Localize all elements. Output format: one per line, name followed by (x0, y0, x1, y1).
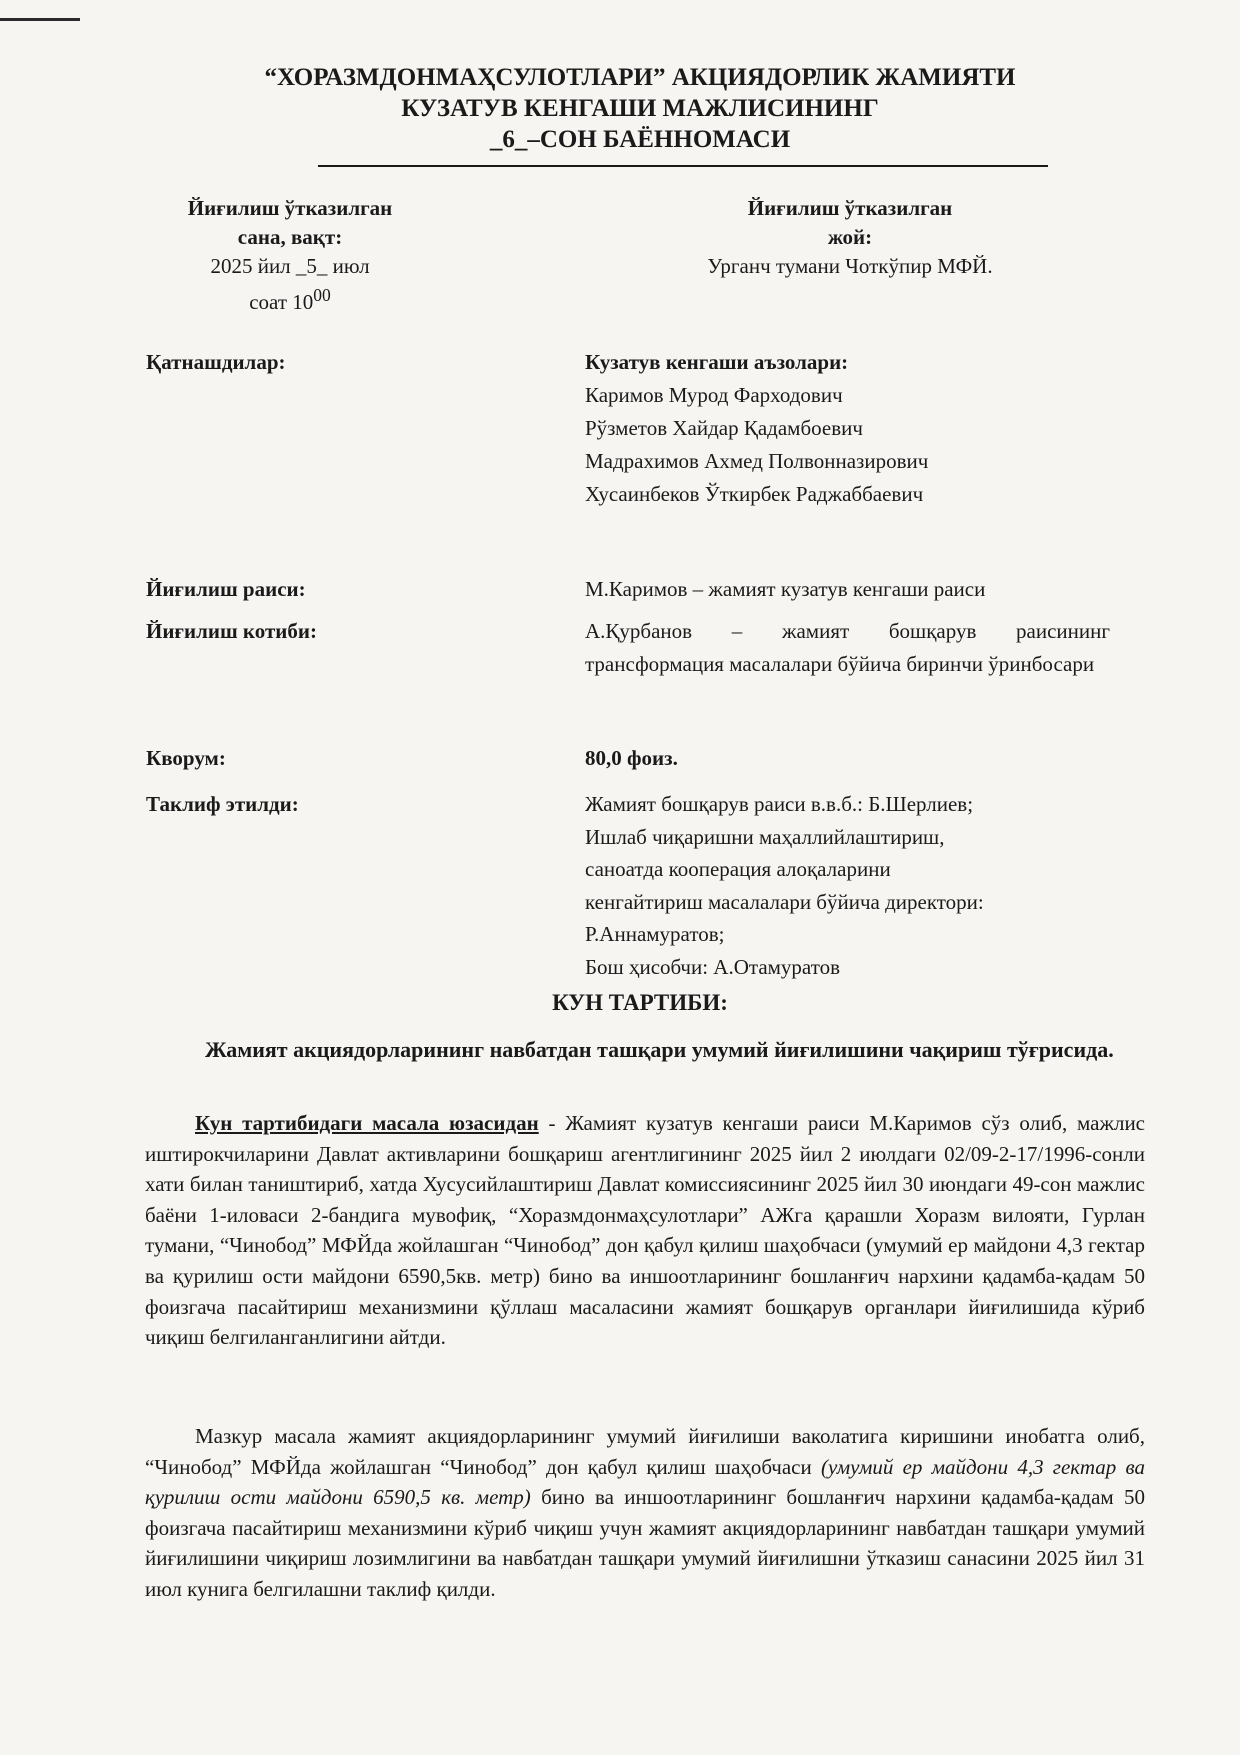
invited-label: Таклиф этилди: (146, 792, 299, 816)
chairman-label: Йиғилиш раиси: (146, 577, 306, 601)
secretary-label: Йиғилиш котиби: (146, 619, 317, 643)
agenda-title: КУН ТАРТИБИ: (552, 990, 728, 1015)
secretary-value: А.Қурбанов – жамият бошқарув раисининг трансформация масалалари бўйича биринчи ўринбосари (585, 619, 1110, 676)
meeting-place-label-line1: Йиғилиш ўтказилган (747, 196, 953, 220)
participant-member: Хусаинбеков Ўткирбек Раджаббаевич (585, 482, 924, 506)
invited-line: саноатда кооперация алоқаларини (585, 857, 891, 881)
body-paragraph-2 (145, 1421, 1145, 1605)
paragraph-2-text-b: бино ва иншоотларининг бошланғич нархини қадамба-қадам 50 фоизгача пасайтириш механизмини кўриб чиқиш учун жамият акциядорларининг навбатдан ташқари умумий йиғилишини чиқириш лозимлигини ва навбатдан ташқари умумий йиғилишни ўтказиш санасини 2025 йил 31 июл кунига белгилашни таклиф қилди. (145, 1485, 1145, 1601)
meeting-date-label-line2: сана, вақт: (237, 225, 343, 249)
quorum-label: Кворум: (146, 746, 226, 770)
participants-label: Қатнашдилар: (146, 350, 286, 374)
meeting-place-value: Урганч тумани Чоткўпир МФЙ. (707, 254, 993, 278)
meeting-place-block (640, 194, 1060, 281)
meeting-date-label-line1: Йиғилиш ўтказилган (187, 196, 393, 220)
header-divider (318, 165, 1048, 167)
meeting-date-value: 2025 йил _5_ июл (210, 254, 370, 278)
invited-line: Жамият бошқарув раиси в.в.б.: Б.Шерлиев; (585, 792, 974, 816)
header-company-name: “ХОРАЗМДОНМАҲСУЛОТЛАРИ” АКЦИЯДОРЛИК ЖАМИЯТИ (264, 64, 1016, 91)
participants-list (585, 346, 1110, 511)
body-paragraph-1 (145, 1108, 1145, 1353)
header-protocol-number: _6_–СОН БАЁННОМАСИ (489, 126, 791, 153)
quorum-value: 80,0 фоиз. (585, 746, 678, 770)
document-header (140, 62, 1140, 155)
meeting-time-hours: соат 10 (249, 290, 314, 314)
invited-line: Ишлаб чиқаришни маҳаллийлаштириш, (585, 824, 945, 849)
paragraph-2-italic: (умумий ер майдони 4,3 гектар ва қурилиш ости майдони 6590,5 кв. метр) (145, 1454, 1145, 1510)
chairman-value: М.Каримов – жамият кузатув кенгаши раиси (585, 577, 986, 601)
meeting-place-label-line2: жой: (827, 225, 873, 249)
agenda-item: Жамият акциядорларининг навбатдан ташқари умумий йиғилишини чақириш тўғрисида. (205, 1037, 1114, 1062)
invited-list (585, 788, 1110, 983)
participants-heading: Кузатув кенгаши аъзолари: (585, 350, 849, 374)
paragraph-2-text-a: Мазкур масала жамият акциядорларининг умумий йиғилиши ваколатига киришини инобатга олиб, “Чинобод” МФЙда жойлашган “Чинобод” дон қабул қилиш шаҳобчаси (145, 1424, 1145, 1479)
paragraph-1-text: - Жамият кузатув кенгаши раиси М.Каримов сўз олиб, мажлис иштирокчиларини Давлат активларини бошқариш агентлигининг 2025 йил 2 июлдаги 02/09-2-17/1996-сонли хати билан таништириб, хатда Хусусийлаштириш Давлат комиссиясининг 2025 йил 30 июндаги 49-сон мажлис баёни 1-иловаси 2-бандига мувофиқ, “Хоразмдонмаҳсулотлари” АЖга қарашли Хоразм вилояти, Гурлан тумани, “Чинобод” МФЙда жойлашган “Чинобод” дон қабул қилиш шаҳобчаси (умумий ер майдони 4,3 гектар ва қурилиш ости майдони 6590,5кв. метр) бино ва иншоотларининг бошланғич нархини қадамба-қадам 50 фоизгача пасайтириш механизмини қўллаш масаласини жамият бошқарув органлари йиғилишида кўриб чиқиш белгиланганлигини айтди. (145, 1111, 1146, 1350)
meeting-time-value (140, 281, 440, 317)
invited-line: Бош ҳисобчи: А.Отамуратов (585, 954, 841, 979)
meeting-time-minutes: 00 (313, 285, 331, 305)
meeting-date-block (140, 194, 440, 317)
participant-member: Каримов Мурод Фарходович (585, 383, 843, 407)
scan-edge-mark (0, 18, 80, 21)
invited-line: кенгайтириш масалалари бўйича директори: (585, 889, 984, 914)
participant-member: Рўзметов Хайдар Қадамбоевич (585, 416, 863, 440)
invited-line: Р.Аннамуратов; (585, 922, 725, 946)
agenda-reference-lead: Кун тартибидаги масала юзасидан (195, 1111, 539, 1135)
participant-member: Мадрахимов Ахмед Полвонназирович (585, 449, 929, 473)
header-board-title: КУЗАТУВ КЕНГАШИ МАЖЛИСИНИНГ (401, 95, 879, 122)
